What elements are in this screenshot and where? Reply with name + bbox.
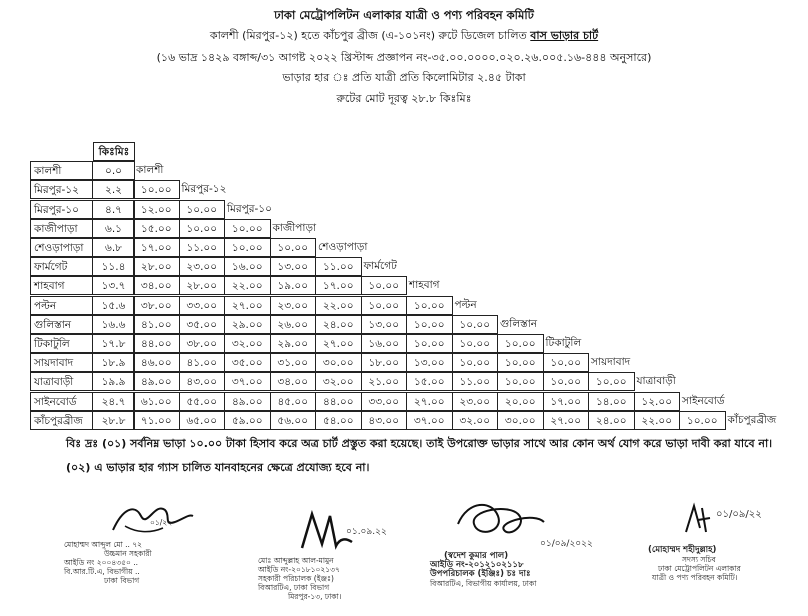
signature-4-name: (মোহাম্মদ শহীদুল্লাহ) <box>648 545 717 555</box>
signature-3-id: আইডি নং-২০১২১০২১১৮ <box>430 560 524 570</box>
signature-4-designation: সদস্য সচিব <box>682 555 716 564</box>
fare-cell: ১০.০০ <box>406 334 453 353</box>
fare-cell: ৫৯.০০ <box>224 411 271 430</box>
fare-cell: ১০.০০ <box>452 353 499 372</box>
stop-distance: ১৮.৯ <box>92 353 135 372</box>
fare-cell: ২২.০০ <box>224 276 271 295</box>
fare-cell: ২৬.০০ <box>270 315 317 334</box>
fare-cell: ২৩.০০ <box>452 392 499 411</box>
fare-cell: ৩২.০০ <box>224 334 271 353</box>
signature-2-designation: সহকারী পরিচালক (ইঞ্জঃ) <box>258 574 334 583</box>
fare-cell: ২৯.০০ <box>224 315 271 334</box>
diagonal-stop-label: পল্টন <box>454 298 477 311</box>
fare-cell: ১৬.০০ <box>361 334 408 353</box>
fare-cell: ৪৬.০০ <box>133 353 180 372</box>
stop-label: সাইনবোর্ড <box>30 392 93 411</box>
stop-label: কালশী <box>30 161 93 180</box>
fare-cell: ১১.০০ <box>452 372 499 391</box>
signature-4-org-2: যাত্রী ও পণ্য পরিবহন কমিটি। <box>652 573 738 582</box>
stop-distance: ১১.৪ <box>92 257 135 276</box>
stop-label: শাহবাগ <box>30 276 93 295</box>
fare-cell: ১০.০০ <box>452 334 499 353</box>
stop-label: কাঁচপুরব্রীজ <box>30 411 93 430</box>
fare-rate: ভাড়ার হার ঃ প্রতি যাত্রী প্রতি কিলোমিটার ২.৪৫ টাকা <box>282 71 526 84</box>
stop-distance: ১৫.৬ <box>92 296 135 315</box>
fare-cell: ১৩.০০ <box>406 353 453 372</box>
stop-label: মিরপুর-১০ <box>30 200 93 219</box>
fare-cell: ২৪.০০ <box>588 411 635 430</box>
fare-cell: ৩৪.০০ <box>270 372 317 391</box>
fare-cell: ২০.০০ <box>497 392 544 411</box>
km-column-header: কিঃমিঃ <box>93 142 135 161</box>
fare-cell: ১০.০০ <box>179 200 226 219</box>
fare-cell: ৩৪.০০ <box>133 276 180 295</box>
stop-distance: ৬.৮ <box>92 238 135 257</box>
signature-block-3 <box>430 552 536 588</box>
signature-1-id: আইডি নং ২০০৪৩৫০ .. <box>64 558 139 567</box>
diagonal-stop-label: শাহবাগ <box>409 279 440 292</box>
diagonal-stop-label: কাজীপাড়া <box>272 221 317 234</box>
fare-cell: ২৮.০০ <box>133 257 180 276</box>
fare-cell: ১২.০০ <box>634 392 681 411</box>
diagonal-stop-label: সাইনবোর্ড <box>682 394 725 407</box>
committee-title: ঢাকা মেট্রোপলিটন এলাকার যাত্রী ও পণ্য পরিবহন কমিটি <box>274 8 534 22</box>
fare-cell: ৪১.০০ <box>133 315 180 334</box>
fare-cell: ১০.০০ <box>224 238 271 257</box>
fare-cell: ৩৭.০০ <box>224 372 271 391</box>
fare-cell: ১৭.০০ <box>543 392 590 411</box>
diagonal-stop-label: যাত্রাবাড়ী <box>636 375 676 388</box>
fare-cell: ১০.০০ <box>588 372 635 391</box>
diagonal-stop-label: কালশী <box>136 164 164 177</box>
fare-cell: ৩২.০০ <box>315 372 362 391</box>
stop-distance: ২৮.৮ <box>92 411 135 430</box>
fare-cell: ১০.০০ <box>543 353 590 372</box>
fare-cell: ৬৫.০০ <box>179 411 226 430</box>
fare-cell: ২৭.০০ <box>406 392 453 411</box>
diagonal-stop-label: গুলিস্তান <box>500 317 538 330</box>
stop-label: গুলিস্তান <box>30 315 93 334</box>
signature-4-date: ০১/০৯/২২ <box>716 509 762 520</box>
fare-cell: ৩১.০০ <box>270 353 317 372</box>
fare-cell: ৪৪.০০ <box>133 334 180 353</box>
stop-distance: ২৪.৭ <box>92 392 135 411</box>
signature-3-office: বিআরটিএ, বিভাগীয় কার্যালয়, ঢাকা <box>430 579 537 588</box>
fare-cell: ২২.০০ <box>634 411 681 430</box>
fare-cell: ৩৫.০০ <box>224 353 271 372</box>
fare-cell: ৬১.০০ <box>133 392 180 411</box>
signature-3-date: ০১/০৯/২০২২ <box>540 539 593 549</box>
signature-block-2 <box>258 556 341 601</box>
fare-cell: ১০.০০ <box>406 315 453 334</box>
fare-cell: ৪৫.০০ <box>270 392 317 411</box>
fare-cell: ১০.০০ <box>497 334 544 353</box>
fare-cell: ৪১.০০ <box>179 353 226 372</box>
fare-cell: ১৭.০০ <box>315 276 362 295</box>
fare-cell: ২৯.০০ <box>270 334 317 353</box>
fare-cell: ৪৪.০০ <box>315 392 362 411</box>
route-title-text: কালশী (মিরপুর-১২) হতে কাঁচপুর ব্রীজ (এ-১০১নং) রুটে ডিজেল চালিত <box>209 29 531 42</box>
stop-label: মিরপুর-১২ <box>30 180 93 199</box>
fare-cell: ২৭.০০ <box>315 334 362 353</box>
fare-cell: ৫৪.০০ <box>315 411 362 430</box>
diagonal-stop-label: শেওড়াপাড়া <box>318 241 368 253</box>
fare-cell: ৩০.০০ <box>315 353 362 372</box>
fare-cell: ২৭.০০ <box>543 411 590 430</box>
fare-cell: ৪৯.০০ <box>133 372 180 391</box>
signature-1-name: মোহাম্মদ আব্দুল মো .. ৭২ <box>64 540 143 549</box>
fare-cell: ১২.০০ <box>133 200 180 219</box>
fare-cell: ১০.০০ <box>133 180 180 199</box>
note-2: (০২) এ ভাড়ার হার গ্যাস চালিত যানবাহনের ক্ষেত্রে প্রযোজ্য হবে না। <box>66 461 370 474</box>
diagonal-stop-label: ফার্মগেট <box>363 260 397 273</box>
signature-1-designation: উচ্চমান সহকারী <box>104 549 152 558</box>
chart-title: বাস ভাড়ার চার্ট <box>530 29 599 42</box>
signature-3-name: (স্বদেশ কুমার পাল) <box>444 551 509 561</box>
fare-cell: ৪৩.০০ <box>179 372 226 391</box>
fare-cell: ৩৮.০০ <box>133 296 180 315</box>
stop-distance: ১৯.৯ <box>92 372 135 391</box>
signature-3-scribble <box>448 494 548 544</box>
diagonal-stop-label: মিরপুর-১০ <box>227 202 272 215</box>
signature-1-date: ০১/২২ <box>150 518 173 527</box>
stop-distance: ২.২ <box>92 180 135 199</box>
fare-cell: ৫৬.০০ <box>270 411 317 430</box>
signature-1-division: ঢাকা বিভাগ <box>104 576 140 585</box>
signature-block-1 <box>64 540 152 585</box>
fare-cell: ১১.০০ <box>179 238 226 257</box>
note-1: বিঃ দ্রঃ (০১) সর্বনিম্ন ভাড়া ১০.০০ টাকা হিসাব করে অত্র চার্ট প্রস্তুত করা হয়েছে। তাই উপরোক্ত ভাড়ার সাথে আর কোন অর্থ যোগ করে ভাড়া দাবী করা যাবে না। <box>66 437 773 450</box>
fare-cell: ২৭.০০ <box>224 296 271 315</box>
fare-cell: ১০.০০ <box>679 411 726 430</box>
fare-cell: ২২.০০ <box>315 296 362 315</box>
fare-cell: ২৪.০০ <box>315 315 362 334</box>
stop-distance: ৪.৭ <box>92 200 135 219</box>
fare-cell: ১৬.০০ <box>224 257 271 276</box>
stop-label: পল্টন <box>30 296 93 315</box>
signature-block-4 <box>648 546 741 582</box>
fare-cell: ২৩.০০ <box>179 257 226 276</box>
signature-2-name: মোঃ আব্দুল্লাহ আল-মামুন <box>258 556 334 565</box>
diagonal-stop-label: টিকাটুলি <box>545 337 582 349</box>
signature-2-address: মিরপুর-১৩, ঢাকা। <box>288 592 342 601</box>
fare-cell: ২৮.০০ <box>179 276 226 295</box>
notification-reference: (১৬ ভাদ্র ১৪২৯ বঙ্গাব্দ/৩১ আগষ্ট ২০২২ খ্রিস্টাব্দ প্রজ্ঞাপন নং-৩৫.০০.০০০০.০২০.২৬.০০৫.১৬-৪৪৪ অনুসারে) <box>156 51 652 64</box>
fare-cell: ১৪.০০ <box>588 392 635 411</box>
stop-label: সায়দাবাদ <box>30 353 93 372</box>
fare-cell: ১০.০০ <box>270 238 317 257</box>
fare-cell: ৩৮.০০ <box>179 334 226 353</box>
fare-cell: ৩২.০০ <box>452 411 499 430</box>
fare-cell: ১৩.০০ <box>270 257 317 276</box>
route-distance: রুটের মোট দূরত্ব ২৮.৮ কিঃমিঃ <box>336 92 472 105</box>
stop-distance: ১৭.৮ <box>92 334 135 353</box>
fare-cell: ৩৭.০০ <box>406 411 453 430</box>
signature-1-office: বি.আর.টি.এ, বিভাগীয় .. <box>64 567 140 576</box>
fare-cell: ১৯.০০ <box>270 276 317 295</box>
fare-cell: ২১.০০ <box>361 372 408 391</box>
signature-2-date: ০১.০৯.২২ <box>346 527 387 537</box>
fare-cell: ৪৩.০০ <box>361 411 408 430</box>
fare-cell: ২৩.০০ <box>270 296 317 315</box>
fare-cell: ৩০.০০ <box>497 411 544 430</box>
fare-cell: ১০.০০ <box>361 296 408 315</box>
stop-label: যাত্রাবাড়ী <box>30 372 93 391</box>
fare-cell: ৩৫.০০ <box>179 315 226 334</box>
fare-cell: ১৮.০০ <box>361 353 408 372</box>
fare-cell: ১০.০০ <box>497 372 544 391</box>
fare-cell: ১৫.০০ <box>133 219 180 238</box>
signature-3-designation: উপপরিচালক (ইঞ্জিঃ) চঃ দাঃ <box>430 569 531 579</box>
fare-cell: ১৭.০০ <box>133 238 180 257</box>
fare-cell: ১০.০০ <box>406 296 453 315</box>
fare-cell: ৩৩.০০ <box>179 296 226 315</box>
stop-label: টিকাটুলি <box>30 334 93 353</box>
fare-cell: ১০.০০ <box>361 276 408 295</box>
fare-cell: ৭১.০০ <box>133 411 180 430</box>
stop-label: কাজীপাড়া <box>30 219 93 238</box>
signature-2-office: বিআরটিএ, ঢাকা বিভাগ <box>258 583 330 592</box>
fare-cell: ১০.০০ <box>452 315 499 334</box>
fare-cell: ৩৩.০০ <box>361 392 408 411</box>
stop-distance: ১৬.৬ <box>92 315 135 334</box>
diagonal-stop-label: মিরপুর-১২ <box>181 183 227 196</box>
fare-cell: ৫৫.০০ <box>179 392 226 411</box>
signature-4-org-1: ঢাকা মেট্রোপলিটন এলাকার <box>658 564 741 573</box>
diagonal-stop-label: কাঁচপুরব্রীজ <box>727 413 777 426</box>
stop-label: শেওড়াপাড়া <box>30 238 93 257</box>
fare-cell: ১০.০০ <box>224 219 271 238</box>
fare-cell: ১০.০০ <box>543 372 590 391</box>
stop-label: ফার্মগেট <box>30 257 93 276</box>
stop-distance: ৬.১ <box>92 219 135 238</box>
stop-distance: ১৩.৭ <box>92 276 135 295</box>
stop-distance: ০.০ <box>92 161 135 180</box>
fare-cell: ১০.০০ <box>497 353 544 372</box>
fare-cell: ১৩.০০ <box>361 315 408 334</box>
signature-2-id: আইডি নং-২০১৮১০২১৩৭ <box>258 565 340 574</box>
fare-cell: ১১.০০ <box>315 257 362 276</box>
diagonal-stop-label: সায়দাবাদ <box>591 356 631 369</box>
fare-cell: ১৫.০০ <box>406 372 453 391</box>
fare-cell: ৪৯.০০ <box>224 392 271 411</box>
fare-cell: ১০.০০ <box>179 219 226 238</box>
